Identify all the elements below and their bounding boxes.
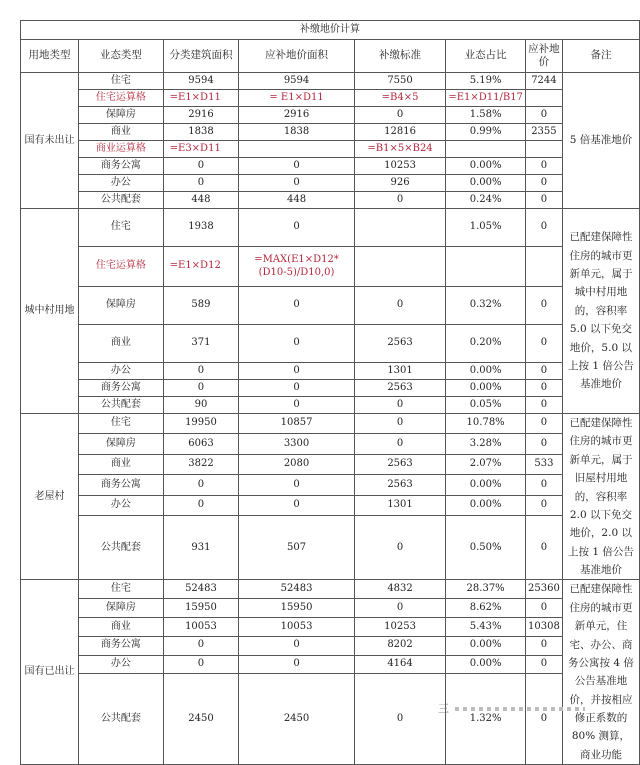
table-row [21,414,640,434]
land-type-cell: 城中村用地 [21,209,79,414]
payable-area-cell: 0 [239,380,354,397]
table-row [21,325,640,363]
table-row [21,495,640,515]
payable-area-cell: 0 [239,363,354,380]
table-row [21,247,640,287]
business-type-cell: 公共配套 [79,674,164,765]
payable-price-cell: 0 [525,380,562,397]
business-type-cell: 办公 [79,655,164,674]
table-row [21,73,640,90]
payable-price-cell: 0 [525,434,562,454]
building-area-cell: 371 [163,325,239,363]
header-business-type: 业态类型 [79,40,164,73]
payable-price-cell [525,247,562,287]
business-type-cell: 保障房 [79,434,164,454]
payable-area-cell: 0 [239,636,354,655]
business-type-cell: 住宅运算格 [79,247,164,287]
building-area-cell: 0 [163,495,239,515]
table-row [21,287,640,325]
pay-standard-cell: 2563 [354,380,446,397]
pay-standard-cell: 0 [354,397,446,414]
ratio-cell: 0.24% [446,192,526,209]
payable-area-cell: 0 [239,475,354,495]
payable-price-cell: 0 [525,655,562,674]
payable-area-cell: = E1×D11 [239,90,354,107]
payable-area-cell: 0 [239,655,354,674]
pay-standard-cell: 2563 [354,325,446,363]
ratio-cell: 0.00% [446,380,526,397]
ratio-cell: 0.00% [446,363,526,380]
pay-standard-cell: 1301 [354,495,446,515]
ratio-cell: 0.00% [446,495,526,515]
business-type-cell: 住宅 [79,73,164,90]
land-type-cell: 国有已出让 [21,580,79,765]
payable-area-cell [239,141,354,158]
ratio-cell: 0.50% [446,516,526,580]
payable-area-cell: 15950 [239,599,354,618]
table-row [21,158,640,175]
table-row [21,580,640,599]
ratio-cell: 5.19% [446,73,526,90]
building-area-cell: 9594 [163,73,239,90]
payable-price-cell: 0 [525,325,562,363]
payable-price-cell: 533 [525,454,562,474]
pay-standard-cell: 0 [354,599,446,618]
payable-area-cell: 1838 [239,124,354,141]
business-type-cell: 保障房 [79,599,164,618]
payable-area-cell: 0 [239,175,354,192]
payable-price-cell: 0 [525,192,562,209]
business-type-cell: 办公 [79,363,164,380]
payable-area-cell: 0 [239,397,354,414]
payable-price-cell: 0 [525,636,562,655]
business-type-cell: 商业 [79,617,164,636]
ratio-cell [446,141,526,158]
payable-price-cell: 2355 [525,124,562,141]
table-row [21,516,640,580]
pay-standard-cell: 1301 [354,363,446,380]
table-row [21,454,640,474]
table-row [21,192,640,209]
table-row [21,124,640,141]
business-type-cell: 住宅 [79,414,164,434]
pay-standard-cell: 0 [354,674,446,765]
payable-price-cell: 25360 [525,580,562,599]
table-row [21,107,640,124]
table-row [21,475,640,495]
payable-price-cell: 0 [525,397,562,414]
building-area-cell: 0 [163,475,239,495]
payable-area-cell: 0 [239,495,354,515]
business-type-cell: 住宅 [79,580,164,599]
ratio-cell: 0.00% [446,158,526,175]
business-type-cell: 住宅 [79,209,164,247]
ratio-cell: 0.20% [446,325,526,363]
ratio-cell [446,247,526,287]
payable-area-cell: 0 [239,209,354,247]
building-area-cell: =E1×D12 [163,247,239,287]
building-area-cell: 589 [163,287,239,325]
business-type-cell: 商业 [79,454,164,474]
building-area-cell: 0 [163,380,239,397]
payable-price-cell: 0 [525,107,562,124]
watermark-dots [455,707,585,711]
payable-price-cell: 0 [525,516,562,580]
building-area-cell: 2916 [163,107,239,124]
ratio-cell: 1.05% [446,209,526,247]
pay-standard-cell: 0 [354,107,446,124]
building-area-cell: 0 [163,175,239,192]
ratio-cell: =E1×D11/B17 [446,90,526,107]
business-type-cell: 商务公寓 [79,475,164,495]
land-type-cell: 老屋村 [21,414,79,580]
pay-standard-cell: =B4×5 [354,90,446,107]
business-type-cell: 办公 [79,175,164,192]
building-area-cell: 10053 [163,617,239,636]
watermark: 三 [438,700,585,716]
ratio-cell: 0.32% [446,287,526,325]
table-row [21,209,640,247]
payable-area-cell: 3300 [239,434,354,454]
ratio-cell: 0.00% [446,636,526,655]
business-type-cell: 商业 [79,124,164,141]
payable-price-cell: 0 [525,674,562,765]
ratio-cell: 10.78% [446,414,526,434]
table-row [21,599,640,618]
payable-price-cell: 0 [525,158,562,175]
ratio-cell: 0.05% [446,397,526,414]
pay-standard-cell: 0 [354,516,446,580]
table-row [21,674,640,765]
building-area-cell: 1838 [163,124,239,141]
ratio-cell: 0.00% [446,175,526,192]
pay-standard-cell: 0 [354,434,446,454]
header-ratio: 业态占比 [446,40,526,73]
business-type-cell: 商务公寓 [79,380,164,397]
ratio-cell: 1.32% [446,674,526,765]
payable-area-cell: 10857 [239,414,354,434]
payable-price-cell: 0 [525,363,562,380]
pay-standard-cell: 10253 [354,158,446,175]
table-row [21,636,640,655]
payable-price-cell: 0 [525,175,562,192]
payable-price-cell: 0 [525,475,562,495]
payable-area-cell: 0 [239,325,354,363]
table-row [21,363,640,380]
payable-price-cell: 0 [525,414,562,434]
business-type-cell: 公共配套 [79,516,164,580]
payable-price-cell: 0 [525,209,562,247]
pay-standard-cell: 12816 [354,124,446,141]
business-type-cell: 保障房 [79,107,164,124]
pay-standard-cell: 7550 [354,73,446,90]
remarks-cell: 已配建保障性住房的城市更新单元，属于城中村用地的，容积率 5.0 以下免交地价，5.0 以上按 1 倍公告基准地价 [562,209,639,414]
building-area-cell: =E3×D11 [163,141,239,158]
header-payable-area: 应补地价面积 [239,40,354,73]
table-row [21,617,640,636]
business-type-cell: 保障房 [79,287,164,325]
pay-standard-cell: 8202 [354,636,446,655]
header-row [21,40,640,73]
business-type-cell: 公共配套 [79,397,164,414]
payable-area-cell: =MAX(E1×D12*(D10-5)/D10,0) [239,247,354,287]
payable-area-cell: 9594 [239,73,354,90]
ratio-cell: 28.37% [446,580,526,599]
table-row [21,434,640,454]
building-area-cell: 15950 [163,599,239,618]
header-pay-standard: 补缴标准 [354,40,446,73]
pay-standard-cell: 926 [354,175,446,192]
building-area-cell: 52483 [163,580,239,599]
building-area-cell: 3822 [163,454,239,474]
payable-area-cell: 448 [239,192,354,209]
table-row [21,141,640,158]
table-row [21,397,640,414]
building-area-cell: 2450 [163,674,239,765]
table-row [21,655,640,674]
pay-standard-cell: 2563 [354,475,446,495]
table-row [21,175,640,192]
payable-area-cell: 0 [239,287,354,325]
payable-area-cell: 2916 [239,107,354,124]
payable-area-cell: 507 [239,516,354,580]
table-row [21,90,640,107]
remarks-cell: 已配建保障性住房的城市更新单元，住宅、办公、商务公寓按 4 倍公告基准地价，并按相应修正系数的 80% 测算，商业功能 [562,580,639,765]
payable-area-cell: 2080 [239,454,354,474]
business-type-cell: 商业 [79,325,164,363]
pay-standard-cell [354,209,446,247]
table-title: 补缴地价计算 [21,21,640,40]
header-land-type: 用地类型 [21,40,79,73]
payable-price-cell [525,141,562,158]
payable-price-cell: 7244 [525,73,562,90]
ratio-cell: 0.00% [446,475,526,495]
pay-standard-cell [354,247,446,287]
payable-price-cell: 0 [525,495,562,515]
business-type-cell: 商业运算格 [79,141,164,158]
ratio-cell: 3.28% [446,434,526,454]
pay-standard-cell: 2563 [354,454,446,474]
pay-standard-cell: 4832 [354,580,446,599]
pay-standard-cell: 0 [354,287,446,325]
building-area-cell: =E1×D11 [163,90,239,107]
business-type-cell: 住宅运算格 [79,90,164,107]
payable-area-cell: 0 [239,158,354,175]
header-payable-price: 应补地价 [525,40,562,73]
remarks-cell: 已配建保障性住房的城市更新单元，属于旧屋村用地的，容积率 2.0 以下免交地价，2.0 以上按 1 倍公告基准地价 [562,414,639,580]
ratio-cell: 0.00% [446,655,526,674]
business-type-cell: 办公 [79,495,164,515]
payable-price-cell: 0 [525,599,562,618]
remarks-cell: 5 倍基准地价 [562,73,639,209]
building-area-cell: 0 [163,655,239,674]
building-area-cell: 19950 [163,414,239,434]
business-type-cell: 商务公寓 [79,158,164,175]
table-row [21,380,640,397]
payable-area-cell: 52483 [239,580,354,599]
ratio-cell: 1.58% [446,107,526,124]
payable-price-cell: 0 [525,287,562,325]
building-area-cell: 448 [163,192,239,209]
ratio-cell: 0.99% [446,124,526,141]
building-area-cell: 931 [163,516,239,580]
payable-price-cell: 10308 [525,617,562,636]
ratio-cell: 8.62% [446,599,526,618]
header-building-area: 分类建筑面积 [163,40,239,73]
pay-standard-cell: 0 [354,414,446,434]
ratio-cell: 5.43% [446,617,526,636]
ratio-cell: 2.07% [446,454,526,474]
building-area-cell: 90 [163,397,239,414]
pay-standard-cell: 0 [354,192,446,209]
pay-standard-cell: 4164 [354,655,446,674]
business-type-cell: 商务公寓 [79,636,164,655]
land-type-cell: 国有未出让 [21,73,79,209]
payable-area-cell: 10053 [239,617,354,636]
pay-standard-cell: 10253 [354,617,446,636]
payable-area-cell: 2450 [239,674,354,765]
building-area-cell: 6063 [163,434,239,454]
business-type-cell: 公共配套 [79,192,164,209]
building-area-cell: 0 [163,158,239,175]
land-price-table [20,20,640,765]
building-area-cell: 0 [163,636,239,655]
building-area-cell: 0 [163,363,239,380]
payable-price-cell [525,90,562,107]
header-remarks: 备注 [562,40,639,73]
building-area-cell: 1938 [163,209,239,247]
pay-standard-cell: =B1×5×B24 [354,141,446,158]
